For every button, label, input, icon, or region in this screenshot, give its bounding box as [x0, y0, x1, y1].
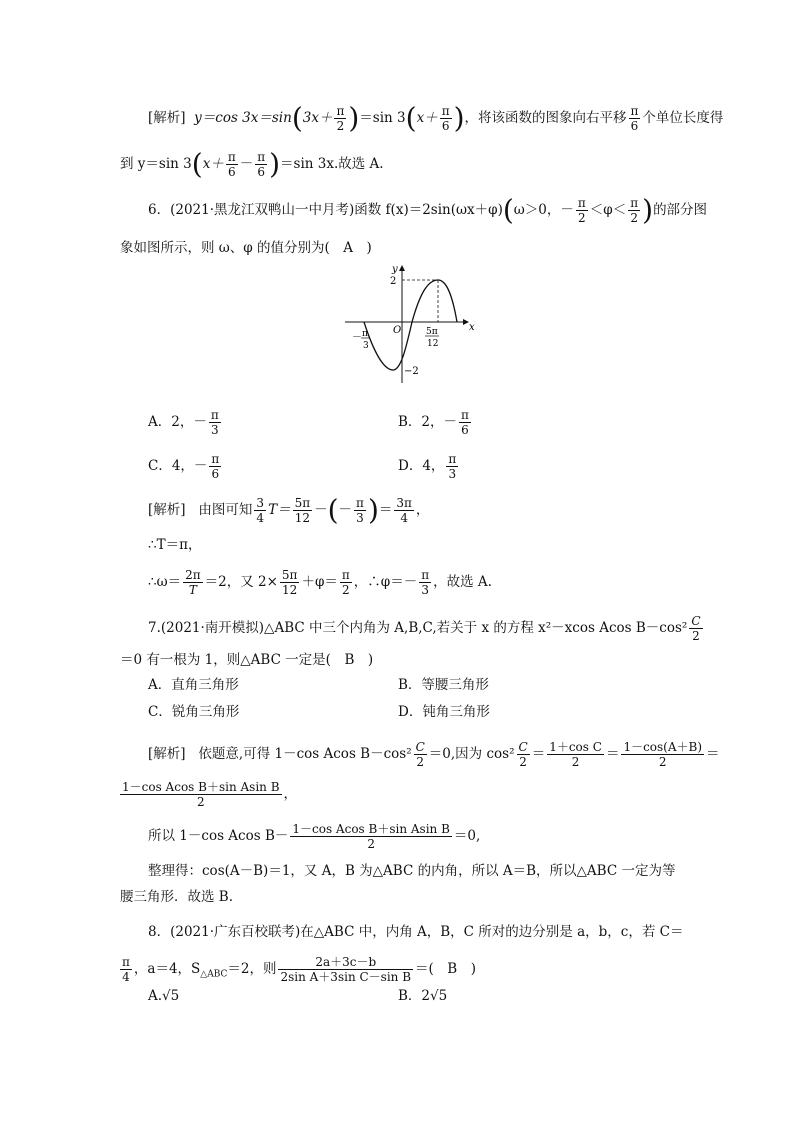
q6-stem-line1: 6．(2021·黑龙江双鸭山一中月考)函数 f(x)＝2sin(ωx＋φ)(ω＞0，－ $\frac{\pi}{2}$ ＜φ＜ $\frac{\pi}{2}$ )的部分图	[148, 193, 708, 227]
q7-option-c[interactable]: C．锐角三角形	[148, 704, 240, 720]
q7-stem-line1: 7.(2021·南开模拟)△ABC 中三个内角为 A,B,C,若关于 x 的方程 x²－xcos Acos B－cos² $\frac{C}{2}$	[148, 614, 701, 643]
q7-analysis-line3: 所以 1－cos Acos B－ $\frac{\text{1－cos Acos B＋sin Asin B}}{2}$ ＝0,	[148, 822, 481, 851]
x-tick-left-num: π	[362, 329, 368, 339]
q6-option-a[interactable]: A．2，－ $\frac{\pi}{3}$	[148, 408, 219, 437]
x-tick-right-den: 12	[427, 339, 439, 349]
q6-option-b[interactable]: B．2，－ $\frac{\pi}{6}$	[398, 408, 469, 437]
q6-stem-line2: 象如图所示，则 ω、φ 的值分别为( A )	[120, 240, 372, 256]
q8-option-a[interactable]: A.√5	[148, 988, 180, 1004]
q7-option-b[interactable]: B．等腰三角形	[398, 677, 489, 693]
y-tick-top: 2	[390, 276, 397, 287]
q6-option-c[interactable]: C．4，－ $\frac{\pi}{6}$	[148, 452, 220, 481]
q8-stem-line1: 8．(2021·广东百校联考)在△ABC 中，内角 A，B，C 所对的边分别是 a，b，c，若 C＝	[148, 924, 684, 940]
origin-label: O	[393, 325, 402, 336]
q6-analysis-line2: ∴T＝π，	[148, 537, 202, 553]
q6-analysis-line1: [解析] 由图可知 $\frac{3}{4}$ T＝ $\frac{5\pi}{12}$ －(－ $\frac{\pi}{3}$ )＝ $\frac{3\pi}{4}$ ，	[148, 493, 430, 527]
q7-analysis-line4: 整理得：cos(A－B)＝1，又 A，B 为△ABC 的内角，所以 A＝B，所以△ABC 一定为等	[148, 863, 676, 879]
x-tick-left-neg: －	[352, 332, 362, 343]
q7-option-d[interactable]: D．钝角三角形	[398, 704, 490, 720]
q7-analysis-line2: $\frac{\text{1－cos Acos B＋sin Asin B}}{2}$ ，	[122, 780, 298, 809]
sine-graph	[340, 258, 490, 388]
q8-stem-line2: $\frac{\pi}{4}$ ，a＝4，$S_{\triangle ABC}=2$，则 $\frac{2a+3c-b}{\text{2sin A＋3sin C－sin B}}$ ＝( B )	[122, 955, 476, 984]
p5-analysis-line1: [解析] y＝cos 3x＝sin(3x＋ $\frac{\pi}{2}$ )＝sin 3(x＋ $\frac{\pi}{6}$ )，将该函数的图象向右平移 $\frac{\pi}{6}$ 个单位长度得	[148, 101, 724, 135]
q8-option-b[interactable]: B．2√5	[398, 988, 448, 1004]
q7-analysis-line1: [解析] 依题意,可得 1－cos Acos B－cos² $\frac{C}{2}$ ＝0,因为 cos² $\frac{C}{2}$ ＝ $\frac{\text{1＋cos C}}{2}$ ＝ $\frac{1-\cos(A+B)}{2}$ ＝	[148, 740, 720, 769]
q6-option-d[interactable]: D．4， $\frac{\pi}{3}$	[398, 452, 457, 481]
q7-stem-line2: ＝0 有一根为 1，则△ABC 一定是( B )	[120, 652, 374, 668]
p5-analysis-line2: 到 y＝sin 3(x＋ $\frac{\pi}{6}$ － $\frac{\pi}{6}$ )＝sin 3x.故选 A.	[120, 147, 384, 181]
q6-analysis-line3: ∴ω＝ $\frac{2\pi}{T}$ ＝2，又 2× $\frac{5\pi}{12}$ ＋φ＝ $\frac{\pi}{2}$ ，∴φ＝－ $\frac{\pi}{3}$ ，故选 A.	[148, 568, 492, 597]
analysis-tag: [解析]	[148, 110, 186, 126]
y-label: y	[392, 264, 398, 275]
q7-option-a[interactable]: A．直角三角形	[148, 677, 239, 693]
y-tick-bottom: −2	[404, 366, 419, 377]
analysis-tag: [解析]	[148, 746, 186, 762]
q7-analysis-line5: 腰三角形．故选 B.	[120, 889, 234, 905]
x-tick-right-num: 5π	[426, 327, 438, 337]
sine-curve	[364, 280, 457, 370]
x-label: x	[469, 322, 475, 333]
x-tick-left-den: 3	[363, 341, 369, 351]
analysis-tag: [解析]	[148, 502, 186, 518]
